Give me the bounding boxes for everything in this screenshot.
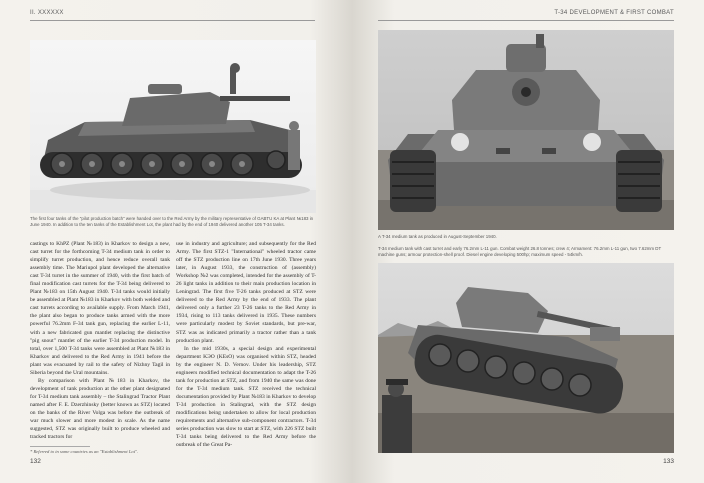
left-tank-photo <box>30 40 316 213</box>
left-header-rule <box>30 20 315 21</box>
left-text-column-2 <box>176 240 316 449</box>
left-col2-para-1: use in industry and agriculture; and subsequently for the Red Army. The first STZ-1 "International" wheeled tractor came off the STZ production line on 17th June 1930. Three years later, in August 1933, the construction of (assembly) Workshop №2 was completed, intended for the assembly of T-26 light tanks in addition to their main production location in Leningrad. The first five T-26 tanks produced at STZ were delivered to the Red Army by the end of 1933. The plant delivered only a further 23 T-26 tanks to the Red Army in 1934, rising to 113 tanks delivered in 1935. These numbers were particularly modest by Soviet standards, but pre-war, STZ was as indicated primarily a tractor rather than a tank production plant. <box>176 241 316 344</box>
left-running-head: II. XXXXXX <box>30 10 64 16</box>
left-text-column-1 <box>30 240 170 441</box>
right-page-number: 133 <box>663 458 674 465</box>
right-top-caption: A T-34 medium tank as produced in August-September 1940. <box>378 234 497 239</box>
left-col1-para-1: castings to KhPZ (Plant №183) in Kharkov to design a new, cast turret for the forthcoming T-34 medium tank in order to simplify turret production, and hence reduce overall tank assembly time. The Mariupol plant developed the alternative cast T-34 turret in the summer of 1940, with the first batch of final modification cast turrets for the T-34 being delivered to Plant №183 on 15th August 1940. T-34 tanks would initially be assembled at Plant №183 in Kharkov with both welded and cast turrets according to available supply. From March 1941, the plant also began to produce tanks armed with the more powerful 76.2mm F-34 tank gun, replacing the earlier L-11, with a new fabricated gun mantlet replacing the distinctive "pig snout" mantlet of the earlier T-34 production model. In total, over 1,500 T-34 tanks were assembled at Plant №183 in Kharkov and delivered to the Red Army in 1941 before the plant was evacuated by rail to the safety of Nizhny Tagil in Siberia beyond the Ural mountains. <box>30 241 170 376</box>
right-bottom-caption: T-34 medium tank with cast turret and early 76.2mm L-11 gun. Combat weight 26.8 tonnes; crew 4; Armament: 76.2mm L-11 gun, two 7.62mm DT machine guns; armour protection-shell proof. Diesel engine developing 500hp; maximum speed - 54km/h. <box>378 246 662 257</box>
right-header-rule <box>378 20 674 21</box>
right-page <box>352 0 704 483</box>
left-col1-para-2: By comparison with Plant №183 in Kharkov, the development of tank production at the other plant designated for T-34 medium tank assembly – the Stalingrad Tractor Plant named after F. E. Dzerzhinsky (better known as STZ) located on the banks of the River Volga was before the outbreak of war much slower and more modest in scale. As the name suggested, STZ was originally built to produce wheeled and tracked tractors for <box>30 377 170 441</box>
right-bottom-tank-photo <box>378 263 674 453</box>
left-footnote: * Referred to in some countries as an "Establishment Lot". <box>30 449 139 454</box>
left-col2-para-2: In the mid 1930s, a special design and experimental department KЭO (KEsO) was organised within STZ, headed by the engineer N. D. Vernov. Under his leadership, STZ engineers modified technical documentation to adapt the T-26 tank for production at STZ, and from 1940 the same was done for the T-34 medium tank. STZ received the technical documentation provided by Plant №183 in Kharkov to develop T-34 production in Stalingrad, with the STZ design modifications being undertaken to allow for local production requirements and alternative sub-component contractors. T-34 series production was slow to start at STZ, with 226 STZ built T-34 tanks being delivered to the Red Army before the outbreak of the Great Pa- <box>176 345 316 449</box>
footnote-rule <box>30 446 90 447</box>
right-top-tank-photo <box>378 30 674 230</box>
left-page-number: 132 <box>30 458 41 465</box>
left-photo-caption: The first four tanks of the "pilot production batch" were handed over to the Red Army by the military representative of GABTU KA at Plant №183 in June 1940. In addition to the ten tanks of the Establishment Lot, the plant had by the end of 1940 delivered another 105 T-34 tanks. <box>30 216 314 227</box>
right-running-head: T-34 DEVELOPMENT & FIRST COMBAT <box>554 10 674 16</box>
